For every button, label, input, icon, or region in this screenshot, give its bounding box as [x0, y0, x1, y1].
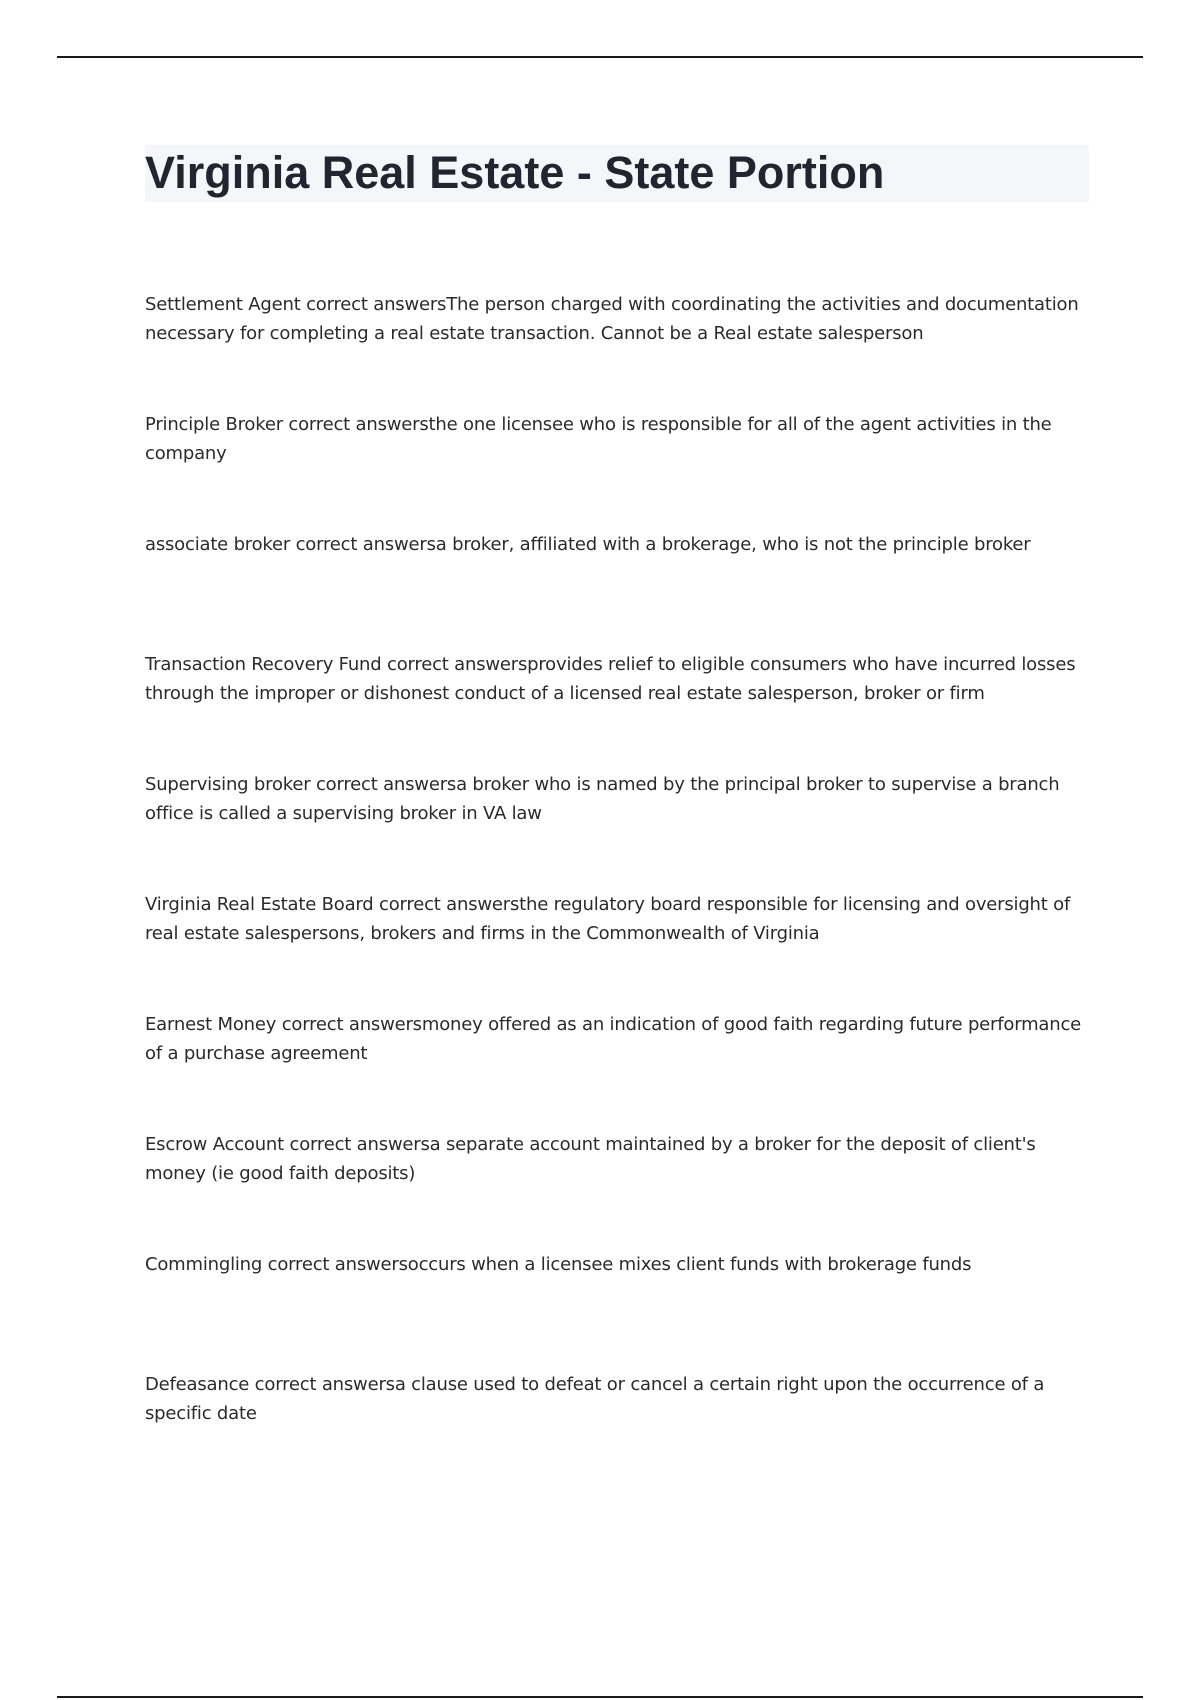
page-title: Virginia Real Estate - State Portion [145, 147, 885, 198]
flashcard-entry-principle-broker: Principle Broker correct answersthe one licensee who is responsible for all of the agent activities in the company [145, 414, 1052, 464]
flashcard-list [145, 290, 1090, 1490]
flashcard-entry-settlement-agent: Settlement Agent correct answersThe person charged with coordinating the activities and documentation necessary for completing a real estate transaction. Cannot be a Real estate salesperson [145, 294, 1079, 344]
flashcard-entry-supervising-broker: Supervising broker correct answersa broker who is named by the principal broker to supervise a branch office is called a supervising broker in VA law [145, 774, 1060, 824]
flashcard-entry-virginia-real-estate-board: Virginia Real Estate Board correct answersthe regulatory board responsible for licensing and oversight of real estate salespersons, brokers and firms in the Commonwealth of Virginia [145, 894, 1071, 944]
footer-rule [57, 1696, 1143, 1698]
flashcard-entry-earnest-money: Earnest Money correct answersmoney offered as an indication of good faith regarding future performance of a purchase agreement [145, 1014, 1082, 1064]
flashcard-entry-escrow-account: Escrow Account correct answersa separate account maintained by a broker for the deposit of client's money (ie good faith deposits) [145, 1134, 1036, 1184]
flashcard-entry-associate-broker: associate broker correct answersa broker, affiliated with a brokerage, who is not the principle broker [145, 534, 1031, 555]
flashcard-entry-defeasance: Defeasance correct answersa clause used to defeat or cancel a certain right upon the occurrence of a specific date [145, 1374, 1045, 1424]
header-rule [57, 56, 1143, 58]
flashcard-entry-transaction-recovery-fund: Transaction Recovery Fund correct answersprovides relief to eligible consumers who have incurred losses through the improper or dishonest conduct of a licensed real estate salesperson, broker or firm [145, 654, 1076, 704]
flashcard-entry-commingling: Commingling correct answersoccurs when a licensee mixes client funds with brokerage funds [145, 1254, 972, 1275]
